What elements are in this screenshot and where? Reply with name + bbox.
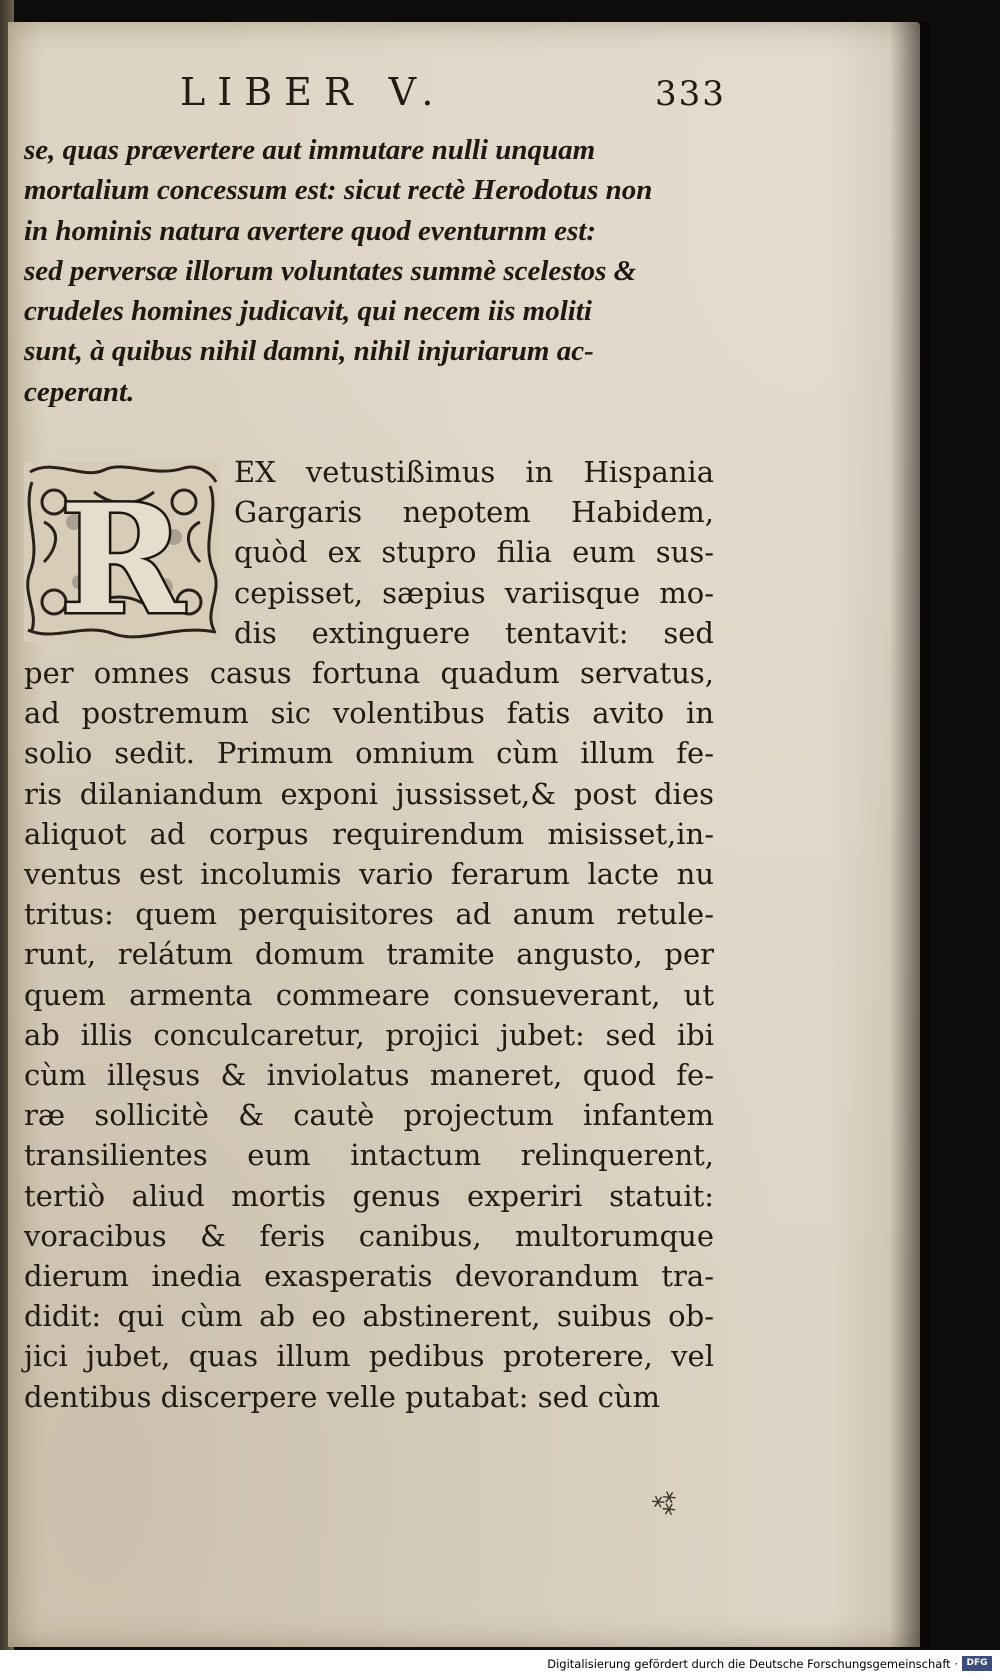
text-line: quòd ex stupro filia eum sus- xyxy=(234,535,714,570)
text-line: in hominis natura avertere quod eventurnm est: xyxy=(24,214,597,247)
text-line: per omnes casus fortuna quadum servatus, xyxy=(24,656,714,691)
text-line: runt, relátum domum tramite angusto, per xyxy=(24,937,714,972)
text-line: cepisset, sæpius variisque mo- xyxy=(234,575,714,610)
text-line: ab illis conculcaretur, projici jubet: sed ibi xyxy=(24,1017,714,1052)
ink-smudge: ⁂ xyxy=(645,1483,685,1523)
text-line: ceperant. xyxy=(24,375,135,408)
page-number: 333 xyxy=(655,74,726,114)
text-line: dis extinguere tentavit: sed xyxy=(234,615,714,650)
text-line: ris dilaniandum exponi jussisset,& post dies xyxy=(24,776,714,811)
dfg-logo-text: DFG xyxy=(966,1658,988,1668)
text-line: tritus: quem perquisitores ad anum retule- xyxy=(24,897,714,932)
text-line: sunt, à quibus nihil damni, nihil injuriarum ac- xyxy=(24,335,594,368)
text-line: tertiò aliud mortis genus experiri statuit: xyxy=(24,1178,714,1213)
text-line: ventus est incolumis vario ferarum lacte nu xyxy=(24,857,714,892)
running-head xyxy=(180,62,726,122)
gutter-shadow xyxy=(890,22,930,1647)
text-line: solio sedit. Primum omnium cùm illum fe- xyxy=(24,736,714,771)
text-line: didit: qui cùm ab eo abstinerent, suibus ob- xyxy=(24,1299,714,1334)
dfg-logo xyxy=(962,1656,992,1671)
text-line: dentibus discerpere velle putabat: sed cùm xyxy=(24,1379,661,1414)
text-line: ad postremum sic volentibus fatis avito in xyxy=(24,696,714,731)
text-line: mortalium concessum est: sicut rectè Herodotus non xyxy=(24,174,653,207)
text-line: aliquot ad corpus requirendum misisset,in- xyxy=(24,816,714,851)
italic-paragraph xyxy=(24,130,714,412)
text-line: Gargaris nepotem Habidem, xyxy=(234,495,714,530)
running-title: LIBER V. xyxy=(180,70,446,114)
funding-credit: Digitalisierung gefördert durch die Deutsche Forschungsgemeinschaft · xyxy=(547,1657,958,1671)
text-line: EX vetustißimus in Hispania xyxy=(234,455,714,489)
text-line: transilientes eum intactum relinquerent, xyxy=(24,1138,714,1173)
text-line: ræ sollicitè & cautè projectum infantem xyxy=(24,1098,714,1133)
text-line: cùm illęsus & inviolatus maneret, quod fe- xyxy=(24,1058,714,1093)
initial-letter: R xyxy=(59,472,185,642)
roman-paragraph xyxy=(24,452,714,1417)
text-line: voracibus & feris canibus, multorumque xyxy=(24,1218,714,1253)
text-line: sed perversæ illorum voluntates summè scelestos & xyxy=(24,254,637,287)
text-line: se, quas prævertere aut immutare nulli unquam xyxy=(24,134,596,166)
text-line: dierum inedia exasperatis devorandum tra- xyxy=(24,1259,714,1294)
text-line: crudeles homines judicavit, qui necem iis moliti xyxy=(24,295,592,328)
text-line: quem armenta commeare consueverant, ut xyxy=(24,977,714,1012)
text-line: jici jubet, quas illum pedibus proterere, vel xyxy=(24,1339,714,1374)
